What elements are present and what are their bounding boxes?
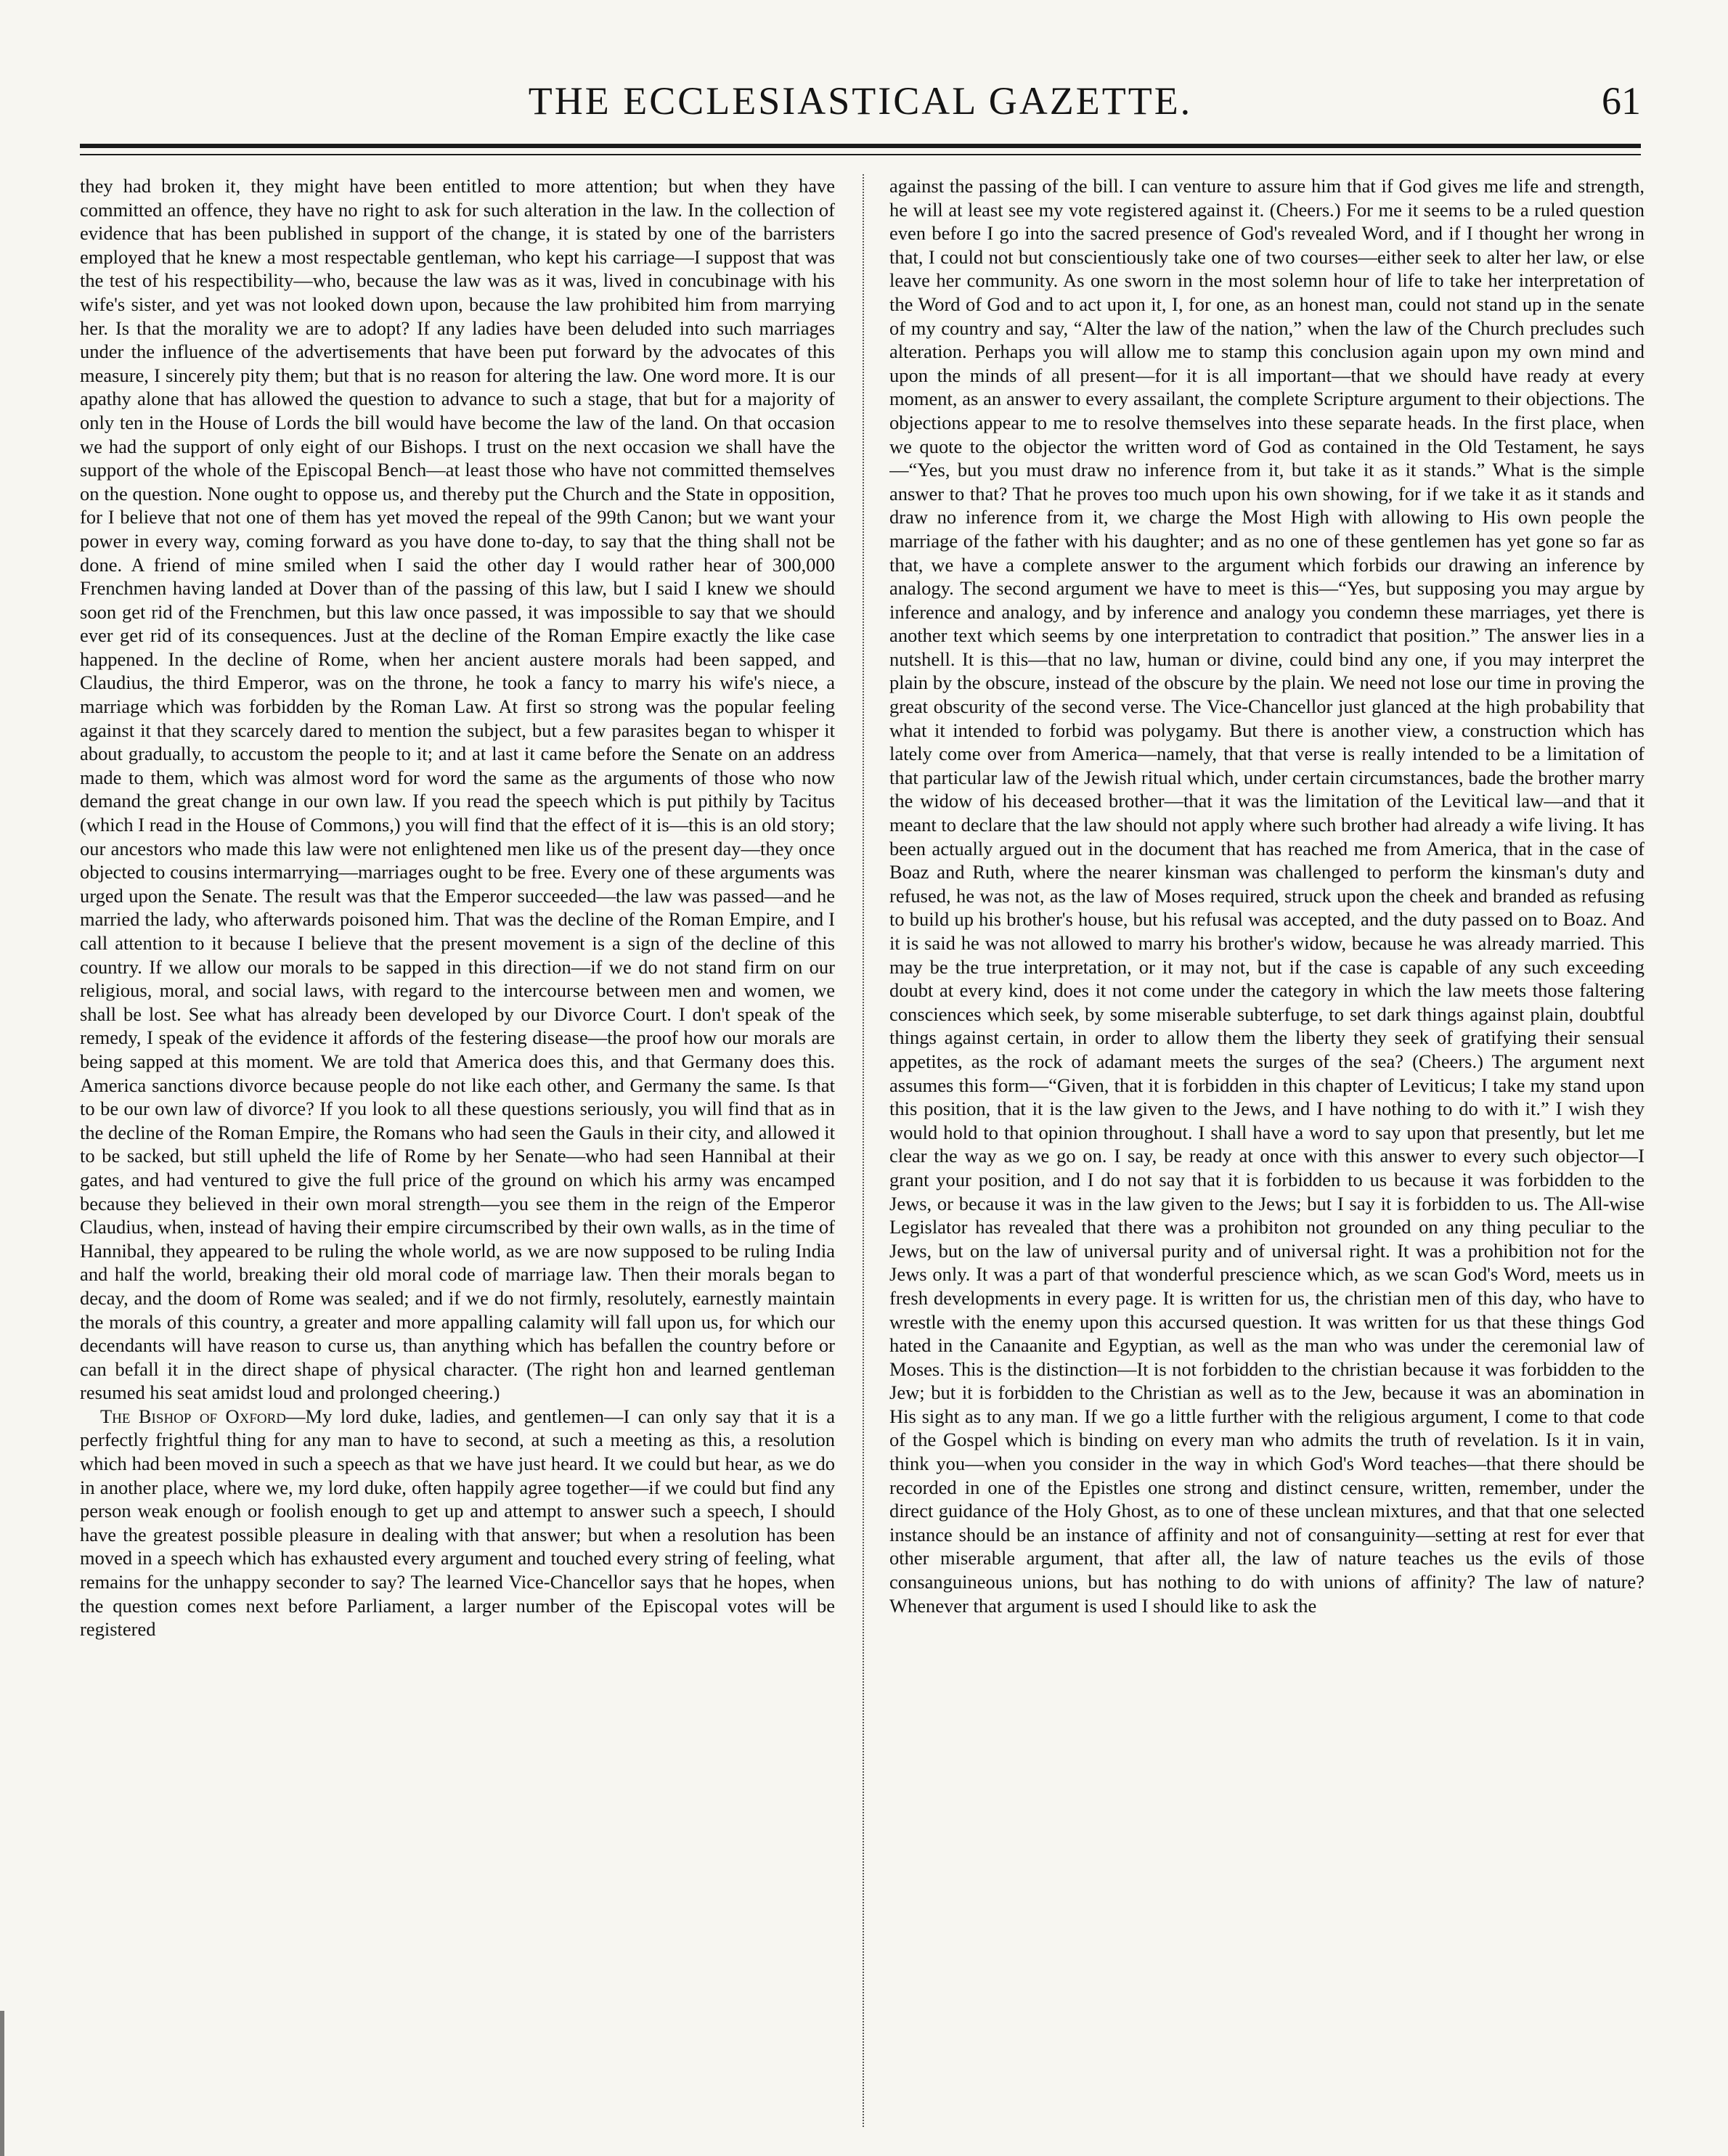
page-number: 61 bbox=[1602, 79, 1641, 123]
paragraph bbox=[80, 1405, 835, 1641]
speaker-name: The Bishop of Oxford bbox=[100, 1405, 287, 1427]
header-rule-thick bbox=[80, 144, 1641, 148]
column-divider bbox=[863, 174, 865, 2127]
text-column-right bbox=[889, 174, 1645, 2127]
paragraph: against the passing of the bill. I can venture to assure him that if God gives me life and strength, he will at least see my vote registered against it. (Cheers.) For me it seems to be a ruled question even before I go into the sacred presence of God's revealed Word, and if I thought her wrong in that, I could not but conscientiously take one of two courses—either seek to alter her law, or else leave her community. As one sworn in the most solemn hour of life to take her interpretation of the Word of God and to act upon it, I, for one, as an honest man, could not stand up in the senate of my country and say, “Alter the law of the nation,” when the law of the Church precludes such alteration. Perhaps you will allow me to stamp this conclusion again upon my own mind and upon the minds of all present—for it is all important—that we should have ready at every moment, as an answer to every assailant, the complete Scripture argument to their objections. The objections appear to me to resolve themselves into these separate heads. In the first place, when we quote to the objector the written word of God as contained in the Old Testament, he says—“Yes, but you must draw no inference from it, but take it as it stands.” What is the simple answer to that? That he proves too much upon his own showing, for if we take it as it stands and draw no inference from it, we charge the Most High with allowing to His own people the marriage of the father with his daughter; and as no one of these gentlemen has yet gone so far as that, we have a complete answer to the argument which forbids our drawing an inference by analogy. The second argument we have to meet is this—“Yes, but supposing you may argue by inference and analogy, and by inference and analogy you condemn these marriages, yet there is another text which seems by one interpretation to contradict that position.” The answer lies in a nutshell. It is this—that no law, human or divine, could bind any one, if you may interpret the plain by the obscure, instead of the obscure by the plain. We need not lose our time in proving the great obscurity of the second verse. The Vice-Chancellor just glanced at the high probability that what it intended to forbid was polygamy. But there is another view, a construction which has lately come over from America—namely, that that verse is really intended to be a limitation of that particular law of the Jewish ritual which, under certain circumstances, bade the brother marry the widow of his deceased brother—that it was the limitation of the Levitical law—and that it meant to declare that the law should not apply where such brother had already a wife living. It has been actually argued out in the document that has reached me from America, that in the case of Boaz and Ruth, where the nearer kinsman was challenged to perform the kinsman's duty and refused, he was not, as the law of Moses required, struck upon the cheek and branded as refusing to build up his brother's house, but his refusal was accepted, and the duty passed on to Boaz. And it is said he was not allowed to marry his brother's widow, because he was already married. This may be the true interpretation, or it may not, but if the case is capable of any such exceeding doubt at every kind, does it not come under the category in which the law meets those faltering consciences which seek, by some miserable subterfuge, to set dark things against plain, doubtful things against certain, in order to allow them the liberty they seek of gratifying their sensual appetites, as the rock of adamant meets the surges of the sea? (Cheers.) The argument next assumes this form—“Given, that it is forbidden in this chapter of Leviticus; I take my stand upon this position, that it is the law given to the Jews, and I have nothing to do with it.” I wish they would hold to that opinion throughout. I shall have a word to say upon that presently, but let me clear the way as we go on. I say, be ready at once with this answer to every such objector—I grant your position, and I do not say that it is forbidden to us because it was forbidden to the Jews, or because it was in the law given to the Jews; but I say it is forbidden to us. The All-wise Legislator has revealed that there was a prohibiton not grounded on any thing peculiar to the Jews, but on the law of universal purity and of universal right. It was a prohibition not for the Jews only. It was a part of that wonderful prescience which, as we scan God's Word, meets us in fresh developments in every page. It is written for us, the christian men of this day, who have to wrestle with the enemy upon this accursed question. It was written for us that these things God hated in the Canaanite and Egyptian, as well as the man who was under the ceremonial law of Moses. This is the distinction—It is not forbidden to the christian because it was forbidden to the Jew; but it is forbidden to the Christian as well as to the Jew, because it was an abomination in His sight as to any man. If we go a little further with the religious argument, I come to that code of the Gospel which is binding on every man who admits the truth of revelation. Is it in vain, think you—when you consider in the way in which God's Word teaches—that there should be recorded in one of the Epistles one strong and distinct censure, written, remember, under the direct guidance of the Holy Ghost, as to one of these unclean mixtures, and that that one selected instance should be an instance of affinity and not of consanguinity—setting at rest for ever that other miserable argument, that after all, the law of nature teaches us the evils of those consanguineous unions, but has nothing to do with unions of affinity? The law of nature? Whenever that argument is used I should like to ask the bbox=[889, 175, 1645, 1617]
speech-text: —My lord duke, ladies, and gentlemen—I can only say that it is a perfectly frightful thing for any man to have to second, at such a meeting as this, a resolution which had been moved in such a speech as that we have just heard. It we could but hear, as we do in another place, where we, my lord duke, often happily agree together—if we could but find any person weak enough or foolish enough to get up and attempt to answer such a speech, I should have the greatest possible pleasure in dealing with that answer; but when a resolution has been moved in a speech which has exhausted every argument and touched every string of feeling, what remains for the unhappy seconder to say? The learned Vice-Chancellor says that he hopes, when the question comes next before Parliament, a larger number of the Episcopal votes will be registered bbox=[80, 1405, 835, 1641]
text-column-left bbox=[80, 174, 835, 2127]
header-rule-thin bbox=[80, 154, 1641, 155]
publication-title: THE ECCLESIASTICAL GAZETTE. bbox=[528, 79, 1193, 123]
paragraph: they had broken it, they might have been entitled to more attention; but when they have committed an offence, they have no right to ask for such alteration in the law. In the collection of evidence that has been published in support of the change, it is stated by one of the barristers employed that he knew a most respectable gentleman, who kept his carriage—I suppost that was the test of his respectibility—who, because the law was as it was, lived in concubinage with his wife's sister, and yet was not looked down upon, because the law prohibited him from marrying her. Is that the morality we are to adopt? If any ladies have been deluded into such marriages under the influence of the advertisements that have been put forward by the advocates of this measure, I sincerely pity them; but that is no reason for altering the law. One word more. It is our apathy alone that has allowed the question to advance to such a stage, that but for a majority of only ten in the House of Lords the bill would have become the law of the land. On that occasion we had the support of only eight of our Bishops. I trust on the next occasion we shall have the support of the whole of the Episcopal Bench—at least those who have not committed themselves on the question. None ought to oppose us, and thereby put the Church and the State in opposition, for I believe that not one of them has yet moved the repeal of the 99th Canon; but we want your power in every way, coming forward as you have done to-day, to say that the thing shall not be done. A friend of mine smiled when I said the other day I would rather hear of 300,000 Frenchmen having landed at Dover than of the passing of this law, but I said I knew we should soon get rid of the Frenchmen, but this law once passed, it was impossible to say that we should ever get rid of its consequences. Just at the decline of the Roman Empire exactly the like case happened. In the decline of Rome, when her ancient austere morals had been sapped, and Claudius, the third Emperor, was on the throne, he took a fancy to marry his wife's niece, a marriage which was forbidden by the Roman Law. At first so strong was the popular feeling against it that they scarcely dared to mention the subject, but a few parasites began to whisper it about gradually, to accustom the people to it; and at last it came before the Senate on an address made to them, which was almost word for word the same as the arguments of those who now demand the great change in our own law. If you read the speech which is put pithily by Tacitus (which I read in the House of Commons,) you will find that the effect of it is—this is an old story; our ancestors who made this law were not enlightened men like us of the present day—they once objected to cousins intermarrying—marriages ought to be free. Every one of these arguments was urged upon the Senate. The result was that the Emperor succeeded—the law was passed—and he married the lady, who afterwards poisoned him. That was the decline of the Roman Empire, and I call attention to it because I believe that the present movement is a sign of the decline of this country. If we allow our morals to be sapped in this direction—if we do not stand firm on our religious, moral, and social laws, with regard to the intercourse between men and women, we shall be lost. See what has already been developed by our Divorce Court. I don't speak of the remedy, I speak of the evidence it affords of the festering disease—the proof how our morals are being sapped at this moment. We are told that America does this, and that Germany does this. America sanctions divorce because people do not like each other, and Germany the same. Is that to be our own law of divorce? If you look to all these questions seriously, you will find that as in the decline of the Roman Empire, the Romans who had seen the Gauls in their city, and allowed it to be sacked, but still upheld the life of Rome by her Senate—who had seen Hannibal at their gates, and had ventured to give the full price of the ground on which his army was encamped because they believed in their own moral strength—you see them in the reign of the Emperor Claudius, when, instead of having their empire circumscribed by their own walls, as in the time of Hannibal, they appeared to be ruling the whole world, as we are now supposed to be ruling India and half the world, breaking their old moral code of marriage law. Then their morals began to decay, and the doom of Rome was sealed; and if we do not firmly, resolutely, earnestly maintain the morals of this country, a greater and more appalling calamity will fall upon us, for which our decendants will have reason to curse us, than anything which has befallen the country before or can befall it in the direct shape of physical character. (The right hon and learned gentleman resumed his seat amidst loud and prolonged cheering.) bbox=[80, 175, 835, 1404]
scan-edge-mark bbox=[0, 2011, 4, 2156]
masthead bbox=[80, 73, 1641, 131]
